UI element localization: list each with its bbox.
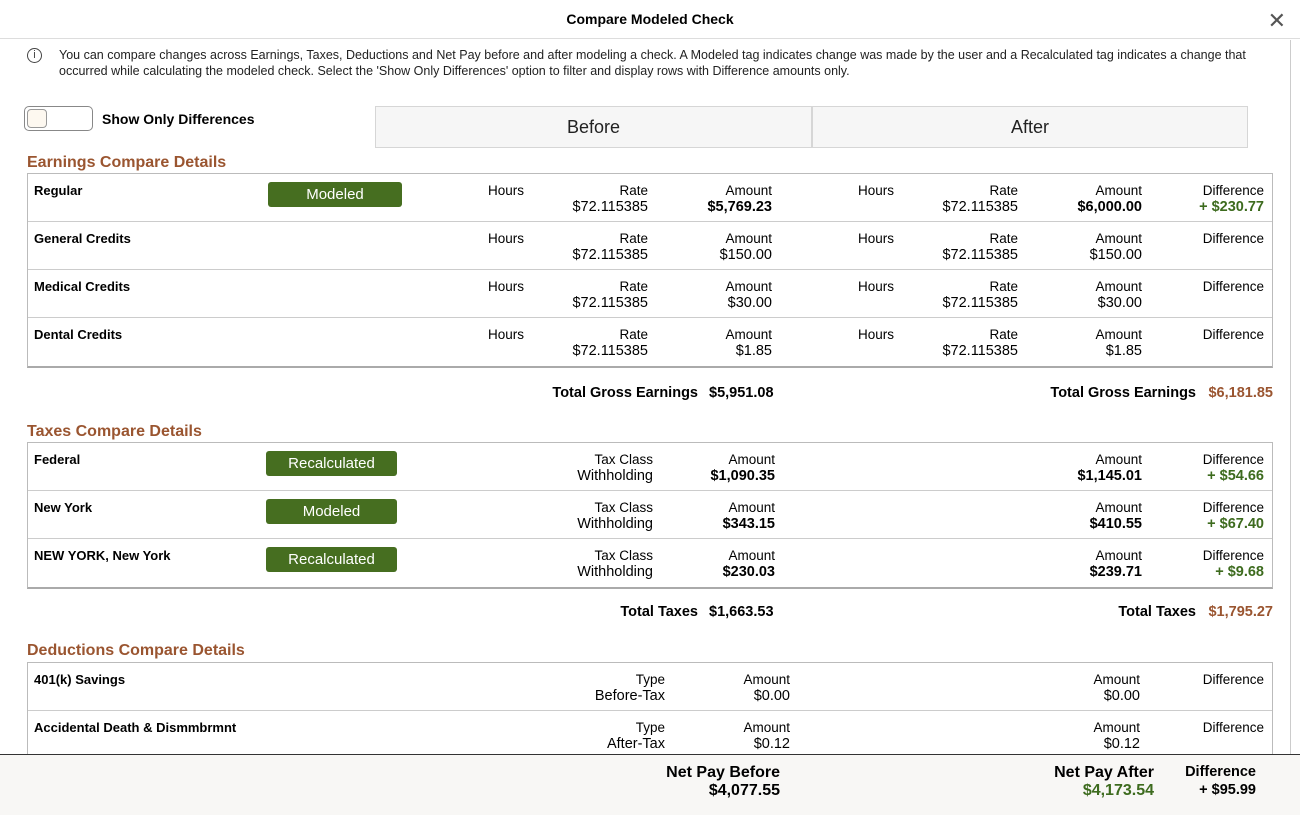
net-pay-after-value: $4,173.54 bbox=[1082, 782, 1154, 799]
table-row bbox=[28, 318, 1272, 366]
before-hours-label: Hours bbox=[487, 279, 524, 294]
difference bbox=[1203, 500, 1264, 532]
before-amount-label: Amount bbox=[725, 231, 772, 246]
recalculated-badge: Recalculated bbox=[266, 451, 397, 476]
difference bbox=[1199, 183, 1264, 215]
after-amount-value: $0.00 bbox=[1103, 688, 1140, 704]
after-rate bbox=[942, 327, 1018, 359]
after-rate-label: Rate bbox=[989, 183, 1018, 198]
tax-class bbox=[577, 500, 653, 532]
net-pay-before bbox=[666, 764, 780, 800]
close-icon[interactable]: ✕ bbox=[1267, 8, 1286, 33]
after-hours bbox=[858, 231, 894, 247]
table-row bbox=[28, 174, 1272, 222]
after-amount-value: $239.71 bbox=[1089, 564, 1142, 580]
after-amount bbox=[1093, 672, 1140, 704]
after-hours-label: Hours bbox=[857, 279, 894, 294]
after-amount-label: Amount bbox=[1095, 548, 1142, 563]
before-amount-value: $0.12 bbox=[753, 736, 790, 752]
after-rate-value: $72.115385 bbox=[942, 343, 1018, 359]
difference bbox=[1203, 548, 1264, 580]
net-pay-before-value: $4,077.55 bbox=[708, 782, 780, 799]
before-hours bbox=[488, 231, 524, 247]
before-amount-value: $150.00 bbox=[719, 247, 772, 263]
toggle-label: Show Only Differences bbox=[102, 111, 255, 127]
tax-class-label: Tax Class bbox=[594, 452, 653, 467]
after-amount-label: Amount bbox=[1095, 327, 1142, 342]
tax-class-value: Withholding bbox=[577, 564, 653, 580]
after-hours-label: Hours bbox=[857, 183, 894, 198]
before-amount bbox=[725, 279, 772, 311]
net-pay-footer bbox=[0, 754, 1300, 815]
difference-label: Difference bbox=[1202, 672, 1264, 687]
before-amount bbox=[723, 500, 775, 532]
row-name: New York bbox=[34, 500, 93, 515]
before-rate bbox=[572, 327, 648, 359]
before-amount-value: $343.15 bbox=[722, 516, 775, 532]
before-hours-label: Hours bbox=[487, 183, 524, 198]
after-rate bbox=[942, 279, 1018, 311]
before-amount bbox=[723, 548, 775, 580]
difference-label: Difference bbox=[1202, 231, 1264, 246]
modeled-badge: Modeled bbox=[268, 182, 402, 207]
difference-label: Difference bbox=[1202, 500, 1264, 515]
difference-value: + $67.40 bbox=[1207, 516, 1264, 532]
before-rate-value: $72.115385 bbox=[572, 247, 648, 263]
deduction-type bbox=[607, 720, 665, 752]
difference-label: Difference bbox=[1202, 720, 1264, 735]
table-row bbox=[28, 443, 1272, 491]
before-amount-label: Amount bbox=[725, 183, 772, 198]
net-pay-difference-value: + $95.99 bbox=[1199, 782, 1256, 798]
before-rate bbox=[572, 183, 648, 215]
earnings-total-before-label: Total Gross Earnings bbox=[552, 385, 698, 401]
before-rate-label: Rate bbox=[619, 183, 648, 198]
after-amount bbox=[1090, 500, 1142, 532]
before-amount bbox=[743, 720, 790, 752]
tax-class-label: Tax Class bbox=[594, 548, 653, 563]
deductions-table bbox=[27, 662, 1273, 759]
difference bbox=[1203, 672, 1264, 688]
taxes-total-after: $1,795.27 bbox=[1208, 604, 1273, 620]
after-header: After bbox=[812, 106, 1248, 148]
before-rate bbox=[572, 231, 648, 263]
after-amount-label: Amount bbox=[1093, 672, 1140, 687]
earnings-total-after: $6,181.85 bbox=[1208, 385, 1273, 401]
info-icon: i bbox=[27, 48, 42, 63]
after-rate-label: Rate bbox=[989, 231, 1018, 246]
row-name: Federal bbox=[34, 452, 81, 467]
taxes-total-before: $1,663.53 bbox=[709, 604, 774, 620]
before-rate-value: $72.115385 bbox=[572, 343, 648, 359]
deduction-type-value: After-Tax bbox=[606, 736, 665, 752]
table-row bbox=[28, 222, 1272, 270]
after-amount-label: Amount bbox=[1095, 452, 1142, 467]
header-divider bbox=[0, 38, 1300, 39]
after-amount-label: Amount bbox=[1095, 231, 1142, 246]
after-hours bbox=[858, 327, 894, 343]
before-rate-value: $72.115385 bbox=[572, 199, 648, 215]
row-name: Dental Credits bbox=[34, 327, 123, 342]
difference bbox=[1203, 231, 1264, 247]
after-amount bbox=[1077, 183, 1142, 215]
difference bbox=[1203, 720, 1264, 736]
row-name: Regular bbox=[34, 183, 83, 198]
difference-label: Difference bbox=[1202, 327, 1264, 342]
net-pay-difference-label: Difference bbox=[1185, 764, 1256, 780]
net-pay-before-label: Net Pay Before bbox=[666, 764, 780, 781]
scrollbar[interactable] bbox=[1290, 40, 1291, 754]
difference-value: + $54.66 bbox=[1207, 468, 1264, 484]
before-amount-value: $230.03 bbox=[722, 564, 775, 580]
after-amount-value: $1,145.01 bbox=[1077, 468, 1142, 484]
before-rate-value: $72.115385 bbox=[572, 295, 648, 311]
before-hours-label: Hours bbox=[487, 327, 524, 342]
before-amount-label: Amount bbox=[728, 452, 775, 467]
recalculated-badge: Recalculated bbox=[266, 547, 397, 572]
toggle-knob bbox=[27, 109, 47, 128]
table-row bbox=[28, 270, 1272, 318]
modeled-badge: Modeled bbox=[266, 499, 397, 524]
after-amount-label: Amount bbox=[1095, 183, 1142, 198]
deduction-type-value: Before-Tax bbox=[594, 688, 665, 704]
before-hours bbox=[488, 327, 524, 343]
before-rate-label: Rate bbox=[619, 279, 648, 294]
before-amount bbox=[725, 327, 772, 359]
show-only-differences-toggle[interactable] bbox=[24, 106, 93, 131]
difference bbox=[1203, 452, 1264, 484]
before-amount-label: Amount bbox=[728, 500, 775, 515]
after-rate bbox=[942, 231, 1018, 263]
difference-label: Difference bbox=[1202, 279, 1264, 294]
taxes-total-before-label: Total Taxes bbox=[620, 604, 698, 620]
before-amount bbox=[707, 183, 772, 215]
after-amount bbox=[1090, 548, 1142, 580]
before-amount-label: Amount bbox=[743, 672, 790, 687]
after-amount-label: Amount bbox=[1095, 279, 1142, 294]
earnings-section-title: Earnings Compare Details bbox=[27, 154, 227, 171]
before-amount-value: $1,090.35 bbox=[710, 468, 775, 484]
difference-label: Difference bbox=[1202, 452, 1264, 467]
net-pay-difference bbox=[1185, 763, 1256, 799]
before-amount-value: $30.00 bbox=[727, 295, 772, 311]
before-amount-label: Amount bbox=[728, 548, 775, 563]
after-hours-label: Hours bbox=[857, 327, 894, 342]
before-amount-value: $0.00 bbox=[753, 688, 790, 704]
earnings-table bbox=[27, 173, 1273, 368]
tax-class bbox=[577, 452, 653, 484]
tax-class bbox=[577, 548, 653, 580]
row-name: Medical Credits bbox=[34, 279, 131, 294]
after-amount-value: $1.85 bbox=[1105, 343, 1142, 359]
dialog-title: Compare Modeled Check bbox=[566, 11, 734, 27]
after-amount bbox=[1095, 279, 1142, 311]
before-rate-label: Rate bbox=[619, 327, 648, 342]
tax-class-value: Withholding bbox=[577, 468, 653, 484]
after-amount bbox=[1095, 327, 1142, 359]
before-amount-label: Amount bbox=[725, 279, 772, 294]
row-name: 401(k) Savings bbox=[34, 672, 126, 687]
info-text: You can compare changes across Earnings, Taxes, Deductions and Net Pay before and after modeling a check. A Modeled tag indicates change was made by the user and a Recalculated tag indicates a change that occurred while calculating the modeled check. Select the 'Show Only Differences' option to filter and display rows with Difference amounts only. bbox=[59, 48, 1246, 78]
after-rate-label: Rate bbox=[989, 279, 1018, 294]
after-rate-value: $72.115385 bbox=[942, 199, 1018, 215]
after-hours bbox=[858, 279, 894, 295]
before-header: Before bbox=[375, 106, 812, 148]
after-amount-label: Amount bbox=[1093, 720, 1140, 735]
row-name: General Credits bbox=[34, 231, 131, 246]
before-hours bbox=[488, 279, 524, 295]
before-amount bbox=[720, 231, 772, 263]
after-hours-label: Hours bbox=[857, 231, 894, 246]
difference bbox=[1203, 279, 1264, 295]
after-rate-label: Rate bbox=[989, 327, 1018, 342]
after-rate bbox=[942, 183, 1018, 215]
after-amount-value: $410.55 bbox=[1089, 516, 1142, 532]
after-amount-value: $6,000.00 bbox=[1077, 199, 1142, 215]
after-amount-value: $150.00 bbox=[1089, 247, 1142, 263]
difference-value: + $9.68 bbox=[1215, 564, 1264, 580]
difference-label: Difference bbox=[1202, 183, 1264, 198]
earnings-total-before: $5,951.08 bbox=[709, 385, 774, 401]
table-row bbox=[28, 539, 1272, 587]
after-amount-label: Amount bbox=[1095, 500, 1142, 515]
deduction-type-label: Type bbox=[635, 720, 665, 735]
deductions-section-title: Deductions Compare Details bbox=[27, 642, 245, 659]
tax-class-value: Withholding bbox=[577, 516, 653, 532]
before-amount-value: $1.85 bbox=[735, 343, 772, 359]
net-pay-after bbox=[1054, 764, 1154, 800]
difference bbox=[1203, 327, 1264, 343]
after-amount-value: $30.00 bbox=[1097, 295, 1142, 311]
before-amount bbox=[710, 452, 775, 484]
after-amount bbox=[1077, 452, 1142, 484]
taxes-table bbox=[27, 442, 1273, 589]
after-rate-value: $72.115385 bbox=[942, 295, 1018, 311]
table-row bbox=[28, 491, 1272, 539]
after-rate-value: $72.115385 bbox=[942, 247, 1018, 263]
difference-value: + $230.77 bbox=[1199, 199, 1264, 215]
earnings-total-after-label: Total Gross Earnings bbox=[1050, 385, 1196, 401]
before-amount bbox=[743, 672, 790, 704]
row-name: NEW YORK, New York bbox=[34, 548, 171, 563]
before-amount-value: $5,769.23 bbox=[707, 199, 772, 215]
deduction-type-label: Type bbox=[635, 672, 665, 687]
net-pay-after-label: Net Pay After bbox=[1054, 764, 1154, 781]
before-hours bbox=[488, 183, 524, 199]
tax-class-label: Tax Class bbox=[594, 500, 653, 515]
before-amount-label: Amount bbox=[743, 720, 790, 735]
after-amount bbox=[1093, 720, 1140, 752]
before-amount-label: Amount bbox=[725, 327, 772, 342]
before-rate-label: Rate bbox=[619, 231, 648, 246]
after-hours bbox=[858, 183, 894, 199]
before-hours-label: Hours bbox=[487, 231, 524, 246]
table-row bbox=[28, 711, 1272, 759]
before-rate bbox=[572, 279, 648, 311]
after-amount-value: $0.12 bbox=[1103, 736, 1140, 752]
table-row bbox=[28, 663, 1272, 711]
taxes-total-after-label: Total Taxes bbox=[1118, 604, 1196, 620]
difference-label: Difference bbox=[1202, 548, 1264, 563]
after-amount bbox=[1090, 231, 1142, 263]
row-name: Accidental Death & Dismmbrmnt bbox=[34, 720, 237, 735]
deduction-type bbox=[595, 672, 665, 704]
taxes-section-title: Taxes Compare Details bbox=[27, 423, 202, 440]
